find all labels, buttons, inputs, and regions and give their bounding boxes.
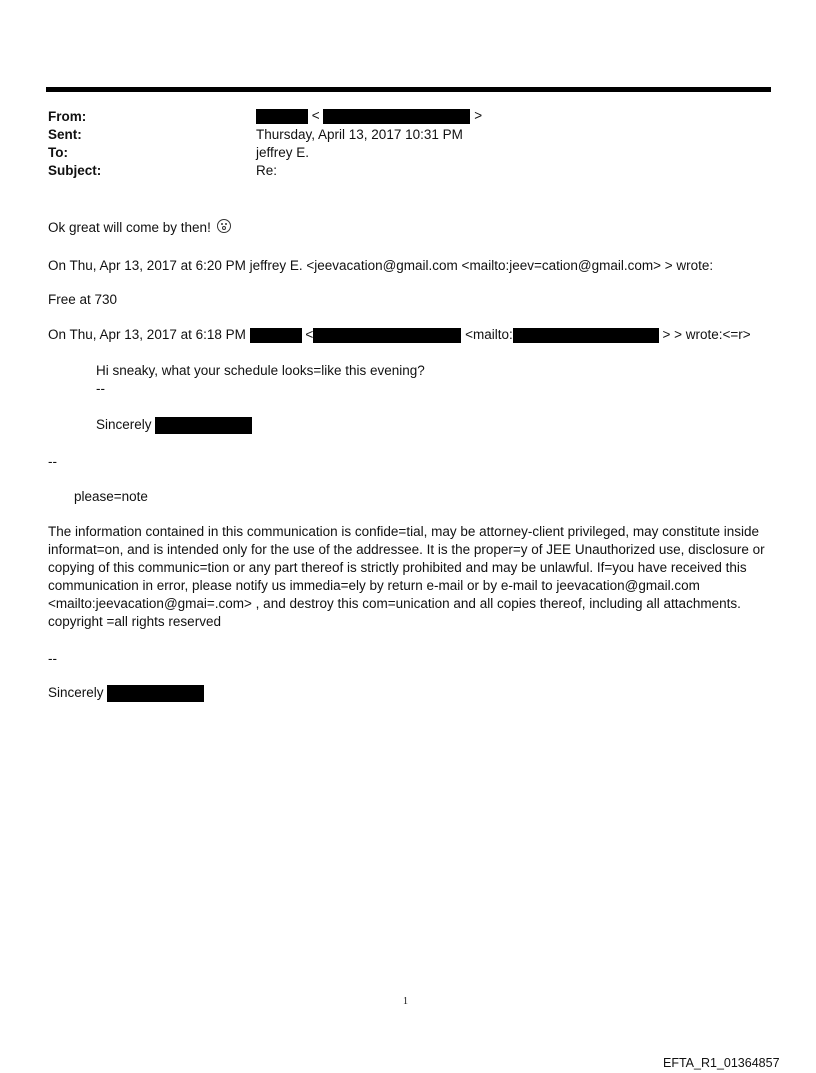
quote2-prefix: On Thu, Apr 13, 2017 at 6:18 PM: [48, 327, 246, 342]
separator-dashes: --: [48, 454, 57, 469]
quote2-header: [48, 326, 751, 343]
subject-value: Re:: [256, 163, 278, 178]
redacted-email: [313, 328, 461, 343]
from-label: From:: [48, 109, 87, 124]
quote2-suffix: > > wrote:<=r>: [662, 327, 751, 342]
redacted-name: [250, 328, 302, 343]
header-rule: [46, 87, 771, 92]
reply-line: [48, 219, 231, 236]
redacted-mailto-email: [513, 328, 659, 343]
sent-label: Sent:: [48, 127, 82, 142]
closing-sincerely: Sincerely: [48, 685, 104, 700]
surprised-face-icon: [217, 219, 231, 233]
inner-dashes: --: [96, 381, 105, 396]
inner-sincerely: Sincerely: [96, 417, 152, 432]
redacted-signature-name: [155, 417, 252, 434]
disclaimer-paragraph: The information contained in this communication is confide=tial, may be attorney-client privileged, may constitute inside informat=on, and is intended only for the use of the addressee. It is the proper=y of JEE Unauthorized use, disclosure or copying of this communic=tion or any part thereof is strictly prohibited and may be unlawful. If=you have received this communication in error, please notify us immedia=ely by return e-mail or by e-mail to jeevacation@gmail.com <mailto:jeevacation@gmai=.com> , and destroy this com=unication and all copies thereof, including all attachments. copyright =all rights reserved: [48, 524, 765, 629]
quote2-lt: <: [305, 327, 314, 342]
to-label: To:: [48, 145, 68, 160]
subject-label: Subject:: [48, 163, 102, 178]
document-id: EFTA_R1_01364857: [663, 1056, 780, 1070]
page-number: 1: [403, 996, 408, 1007]
redacted-sender-email: [323, 109, 470, 124]
please-note: please=note: [74, 489, 148, 504]
quote2-mailto: <mailto:: [465, 327, 513, 342]
from-lt: <: [311, 108, 320, 123]
to-value: jeffrey E.: [256, 145, 310, 160]
inner-signature: [96, 416, 252, 434]
quote1-text: Free at 730: [48, 292, 118, 307]
quote1-header: On Thu, Apr 13, 2017 at 6:20 PM jeffrey E. <jeevacation@gmail.com <mailto:jeev=cation@gmail.com> > wrote:: [48, 258, 714, 273]
reply-text: Ok great will come by then!: [48, 220, 211, 235]
redacted-sender-name: [256, 109, 308, 124]
from-gt: >: [474, 108, 483, 123]
redacted-closing-name: [107, 685, 204, 702]
from-value: [256, 108, 482, 124]
separator-dashes-2: --: [48, 651, 57, 666]
inner-quote-line: Hi sneaky, what your schedule looks=like this evening?: [96, 363, 425, 378]
closing-signature: [48, 684, 204, 702]
sent-value: Thursday, April 13, 2017 10:31 PM: [256, 127, 463, 142]
